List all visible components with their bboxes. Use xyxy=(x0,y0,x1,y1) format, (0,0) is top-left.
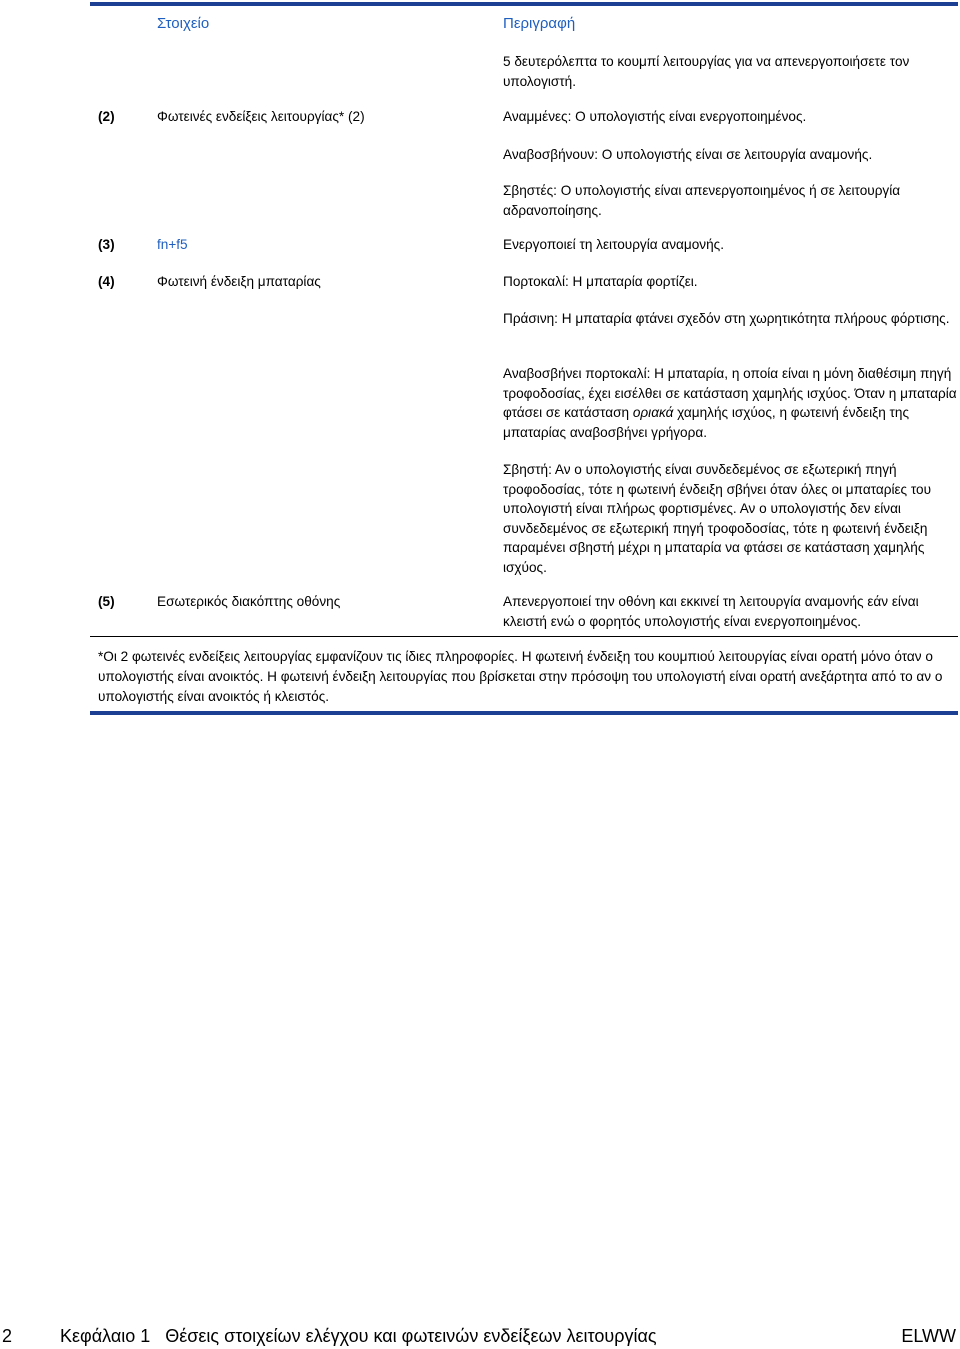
row-description xyxy=(503,364,958,442)
row-description: Ενεργοποιεί τη λειτουργία αναμονής. xyxy=(503,237,724,252)
row-description: Σβηστές: Ο υπολογιστής είναι απενεργοποιημένος ή σε λειτουργία αδρανοποίησης. xyxy=(503,183,901,218)
row-number: (2) xyxy=(98,109,115,124)
column-header-item: Στοιχείο xyxy=(157,15,210,32)
description-text: χαμηλής ισχύος, η φωτεινή ένδειξη της μπαταρίας αναβοσβήνει γρήγορα. xyxy=(503,405,910,440)
row-number: (4) xyxy=(98,274,115,289)
row-item: Εσωτερικός διακόπτης οθόνης xyxy=(157,594,341,609)
row-item: Φωτεινές ενδείξεις λειτουργίας* (2) xyxy=(157,109,365,124)
column-header-description: Περιγραφή xyxy=(503,15,576,32)
row-description: Αναμμένες: Ο υπολογιστής είναι ενεργοποιημένος. xyxy=(503,109,807,124)
row-description: Πορτοκαλί: Η μπαταρία φορτίζει. xyxy=(503,274,698,289)
row-item-shortcut: fn+f5 xyxy=(157,237,188,252)
row-description: Απενεργοποιεί την οθόνη και εκκινεί τη λειτουργία αναμονής εάν είναι κλειστή ενώ ο φορητός υπολογιστής είναι ενεργοποιημένος. xyxy=(503,594,919,629)
row-description: Αναβοσβήνουν: Ο υπολογιστής είναι σε λειτουργία αναμονής. xyxy=(503,147,873,162)
table-footnote: *Οι 2 φωτεινές ενδείξεις λειτουργίας εμφανίζουν τις ίδιες πληροφορίες. Η φωτεινή ένδειξη του κουμπιού λειτουργίας είναι ορατή μόνο όταν ο υπολογιστής είναι ανοικτός. Η φωτεινή ένδειξη λειτουργίας που βρίσκεται στην πρόσοψη του υπολογιστή είναι ορατή ανεξάρτητα από το αν ο υπολογιστής είναι ανοικτός ή κλειστός. xyxy=(98,649,943,704)
row-description: Σβηστή: Αν ο υπολογιστής είναι συνδεδεμένος σε εξωτερική πηγή τροφοδοσίας, τότε η φωτεινή ένδειξη σβήνει όταν όλες οι μπαταρίες του υπολογιστή είναι πλήρως φορτισμένες. Αν ο υπολογιστής δεν είναι συνδεδεμένος σε εξωτερική πηγή τροφοδοσίας, τότε η φωτεινή ένδειξη παραμένει σβηστή μέχρι η μπαταρία να φτάσει σε κατάσταση χαμηλής ισχύος. xyxy=(503,462,932,575)
row-number: (5) xyxy=(98,594,115,609)
description-text: Αναβοσβήνει πορτοκαλί: Η μπαταρία, η οποία είναι η μόνη διαθέσιμη πηγή τροφοδοσίας, έχει εισέλθει σε κατάσταση χαμηλής ισχύος. Όταν η μπαταρία φτάσει σε κατάσταση xyxy=(503,366,957,420)
emphasis-text: οριακά xyxy=(632,405,674,420)
table-divider xyxy=(90,636,958,637)
row-item: Φωτεινή ένδειξη μπαταρίας xyxy=(157,274,321,289)
page-number: 2 xyxy=(2,1326,13,1346)
row-number: (3) xyxy=(98,237,115,252)
document-code: ELWW xyxy=(901,1326,956,1346)
table-bottom-rule xyxy=(90,711,958,715)
table-top-rule xyxy=(90,2,958,6)
chapter-title: Κεφάλαιο 1 Θέσεις στοιχείων ελέγχου και φωτεινών ενδείξεων λειτουργίας xyxy=(60,1326,657,1346)
continued-description: 5 δευτερόλεπτα το κουμπί λειτουργίας για να απενεργοποιήσετε τον υπολογιστή. xyxy=(503,54,910,89)
row-description: Πράσινη: Η μπαταρία φτάνει σχεδόν στη χωρητικότητα πλήρους φόρτισης. xyxy=(503,311,950,326)
